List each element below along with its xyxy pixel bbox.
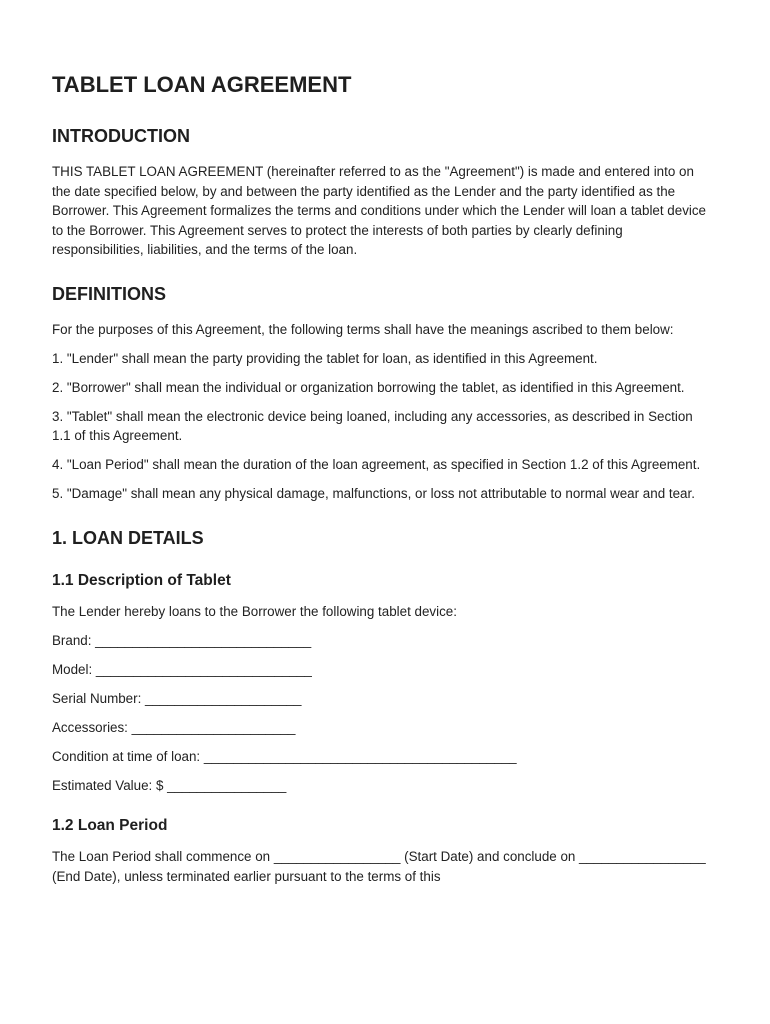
definition-item-loan-period: 4. "Loan Period" shall mean the duration of the loan agreement, as specified in Section 1.2 of this Agreement. [52, 457, 701, 472]
brand-field: Brand: _____________________________ [52, 632, 312, 648]
definition-item-lender: 1. "Lender" shall mean the party providing the tablet for loan, as identified in this Agreement. [52, 350, 598, 366]
description-intro: The Lender hereby loans to the Borrower the following tablet device: [52, 603, 457, 619]
estimated-value-field: Estimated Value: $ ________________ [52, 777, 287, 793]
introduction-heading: INTRODUCTION [52, 126, 190, 146]
loan-period-heading: 1.2 Loan Period [52, 817, 168, 834]
document-page [52, 68, 712, 896]
description-of-tablet-heading: 1.1 Description of Tablet [52, 571, 231, 589]
definition-item-damage: 5. "Damage" shall mean any physical damage, malfunctions, or loss not attributable to normal wear and tear. [52, 486, 695, 501]
definitions-intro: For the purposes of this Agreement, the following terms shall have the meanings ascribed to them below: [52, 321, 674, 337]
loan-period-body: The Loan Period shall commence on _________________ (Start Date) and conclude on _________________ (End Date), unless terminated earlier pursuant to the terms of this [52, 849, 706, 884]
definitions-heading: DEFINITIONS [52, 283, 167, 304]
definition-item-borrower: 2. "Borrower" shall mean the individual or organization borrowing the tablet, as identified in this Agreement. [52, 379, 685, 395]
definition-item-tablet: 3. "Tablet" shall mean the electronic device being loaned, including any accessories, as described in Section 1.1 of this Agreement. [52, 408, 693, 443]
serial-number-field: Serial Number: _____________________ [52, 690, 302, 706]
loan-details-heading: 1. LOAN DETAILS [52, 527, 204, 548]
introduction-body: THIS TABLET LOAN AGREEMENT (hereinafter referred to as the "Agreement") is made and entered into on the date specified below, by and between the party identified as the Lender and the party identified as the Borrower. This Agreement formalizes the terms and conditions under which the Lender will loan a tablet device to the Borrower. This Agreement serves to protect the interests of both parties by clearly defining responsibilities, liabilities, and the terms of the loan. [52, 164, 707, 257]
condition-field: Condition at time of loan: __________________________________________ [52, 748, 517, 764]
accessories-field: Accessories: ______________________ [52, 719, 296, 735]
model-field: Model: _____________________________ [52, 661, 312, 677]
document-title: TABLET LOAN AGREEMENT [52, 72, 352, 97]
